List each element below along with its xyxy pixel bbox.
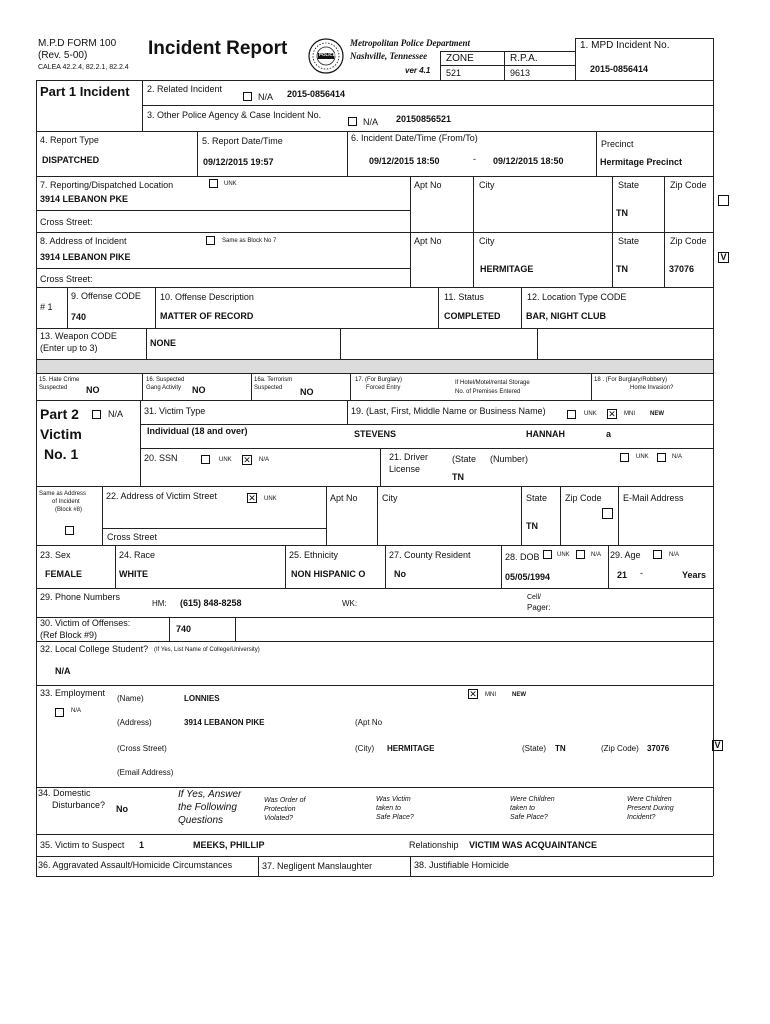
- cross-street-label-2: Cross Street:: [40, 274, 93, 284]
- other-na-checkbox[interactable]: [348, 117, 357, 126]
- college-hint: (If Yes, List Name of College/University): [154, 647, 260, 653]
- name-unk-checkbox[interactable]: [567, 410, 576, 419]
- order-violated-label-3: Violated?: [264, 815, 294, 822]
- cell-label: Cell/: [527, 594, 542, 601]
- other-na-label: N/A: [363, 117, 379, 127]
- dob-value: 05/05/1994: [505, 572, 551, 582]
- city-label-2: City: [479, 236, 495, 246]
- incident-city-value: HERMITAGE: [480, 264, 534, 274]
- victim-apt-label: Apt No: [330, 493, 358, 503]
- sex-label: 23. Sex: [40, 550, 71, 560]
- name-mni-label: MNI: [624, 411, 635, 417]
- dl-number-label: (Number): [490, 454, 529, 464]
- offense-description-value: MATTER OF RECORD: [160, 311, 254, 321]
- same-as-block7-checkbox[interactable]: [206, 236, 215, 245]
- age-na-label: N/A: [669, 552, 680, 558]
- apt-no-label: Apt No: [414, 180, 442, 190]
- victim-label: Victim: [40, 426, 82, 442]
- gang-activity-value: NO: [192, 385, 206, 395]
- victim-zip-label: Zip Code: [565, 493, 602, 503]
- name-new-label: NEW: [650, 411, 664, 417]
- home-invasion-sublabel: Home Invasion?: [630, 385, 674, 391]
- children-present-label-2: Present During: [627, 805, 674, 812]
- state-label-2: State: [618, 236, 640, 246]
- domestic-label: 34. Domestic: [38, 788, 91, 798]
- location-type-label: 12. Location Type CODE: [527, 292, 627, 302]
- victim-first-name: HANNAH: [526, 429, 565, 439]
- victim-safe-label-3: Safe Place?: [376, 814, 414, 821]
- part1-label: Part 1 Incident: [40, 84, 130, 99]
- relationship-value: VICTIM WAS ACQUAINTANCE: [469, 840, 597, 850]
- order-violated-label-2: Protection: [264, 806, 296, 813]
- related-incident-label: 2. Related Incident: [147, 84, 223, 94]
- work-phone-label: WK:: [342, 599, 358, 608]
- driver-license-sublabel: License: [389, 464, 421, 474]
- incident-address-label: 8. Address of Incident: [40, 236, 127, 246]
- driver-license-label: 21. Driver: [389, 452, 429, 462]
- employer-name-value: LONNIES: [184, 694, 220, 703]
- zone-label: ZONE: [446, 53, 474, 64]
- offense-description-label: 10. Offense Description: [160, 292, 254, 302]
- domestic-note-2: the Following: [178, 802, 237, 813]
- employer-name-label: (Name): [117, 694, 144, 703]
- victim-safe-label: Was Victim: [376, 796, 411, 803]
- order-violated-label: Was Order of: [264, 797, 306, 804]
- employment-na-checkbox[interactable]: [55, 708, 64, 717]
- employer-mni-checkbox[interactable]: ✕: [469, 689, 477, 699]
- reporting-unk-checkbox[interactable]: [209, 179, 218, 188]
- part2-na-checkbox[interactable]: [92, 410, 101, 419]
- county-resident-value: No: [394, 569, 406, 579]
- form-version: ver 4.1: [405, 66, 431, 75]
- ethnicity-value: NON HISPANIC O: [291, 569, 366, 579]
- employer-email-label: (Email Address): [117, 768, 174, 777]
- children-safe-label-3: Safe Place?: [510, 814, 548, 821]
- victim-type-label: 31. Victim Type: [144, 406, 206, 416]
- incident-to: 09/12/2015 18:50: [493, 156, 564, 166]
- hate-crime-label: 15. Hate Crime: [39, 377, 80, 383]
- employer-mni-label: MNI: [485, 692, 496, 698]
- incident-number: 2015-0856414: [590, 64, 649, 74]
- victim-zip-checkbox[interactable]: [602, 508, 613, 519]
- same-as-block7-label: Same as Block No 7: [222, 238, 277, 244]
- report-type-value: DISPATCHED: [42, 155, 100, 165]
- victim-address-label: 22. Address of Victim Street: [106, 491, 217, 501]
- employer-city-value: HERMITAGE: [387, 744, 435, 753]
- related-na-checkbox[interactable]: [243, 92, 252, 101]
- home-phone-value: (615) 848-8258: [180, 598, 242, 608]
- report-datetime-value: 09/12/2015 19:57: [203, 157, 274, 167]
- phone-label: 29. Phone Numbers: [40, 592, 121, 602]
- cross-street-label: Cross Street:: [40, 217, 93, 227]
- related-na-label: N/A: [258, 92, 274, 102]
- domestic-value: No: [116, 804, 128, 814]
- reporting-location-value: 3914 LEBANON PKE: [40, 194, 129, 204]
- zone-value: 521: [446, 68, 462, 78]
- employer-apt-label: (Apt No: [355, 718, 383, 727]
- dob-unk-label: UNK: [557, 552, 570, 558]
- domestic-sublabel: Disturbance?: [52, 800, 106, 810]
- employment-na-label: N/A: [71, 708, 82, 714]
- aggravated-assault-label: 36. Aggravated Assault/Homicide Circumstances: [38, 860, 233, 870]
- name-mni-checkbox[interactable]: ✕: [608, 409, 616, 419]
- same-address-sublabel: of Incident: [52, 499, 80, 505]
- name-unk-label: UNK: [584, 411, 597, 417]
- incident-state-value: TN: [616, 264, 628, 274]
- ethnicity-label: 25. Ethnicity: [289, 550, 339, 560]
- precinct-label: Precinct: [601, 139, 634, 149]
- victim-state-label: State: [526, 493, 548, 503]
- premises-sublabel: No. of Premises Entered: [455, 389, 521, 395]
- part2-na-label: N/A: [108, 409, 124, 419]
- dl-na-label: N/A: [672, 454, 683, 460]
- seal-label: POLICE: [319, 52, 336, 57]
- victim-email-label: E-Mail Address: [623, 493, 684, 503]
- victim-middle-name: a: [606, 429, 612, 439]
- other-agency-label: 3. Other Police Agency & Case Incident No.: [147, 110, 322, 120]
- offense-code-label: 9. Offense CODE: [71, 291, 141, 301]
- ssn-label: 20. SSN: [144, 453, 178, 463]
- age-value: 21: [617, 570, 628, 580]
- children-safe-label: Were Children: [510, 796, 555, 803]
- dob-na-checkbox[interactable]: [576, 550, 585, 559]
- children-present-label-3: Incident?: [627, 814, 656, 821]
- dl-na-checkbox[interactable]: [657, 453, 666, 462]
- incident-datetime-label: 6. Incident Date/Time (From/To): [351, 133, 478, 143]
- forced-entry-label: 17. (For Burglary): [355, 377, 403, 383]
- ssn-na-checkbox[interactable]: ✕: [243, 455, 251, 465]
- zip-label: Zip Code: [670, 180, 707, 190]
- employer-address-value: 3914 LEBANON PIKE: [184, 718, 265, 727]
- gang-activity-label: 16. Suspected: [146, 377, 185, 383]
- sex-value: FEMALE: [45, 569, 82, 579]
- victim-to-suspect-label: 35. Victim to Suspect: [40, 840, 125, 850]
- zip-label-2: Zip Code: [670, 236, 707, 246]
- premises-label: If Hotel/Motel/rental Storage: [455, 380, 530, 386]
- children-present-label: Were Children: [627, 796, 672, 803]
- offense-code-value: 740: [71, 312, 87, 322]
- offense-number: # 1: [40, 302, 53, 312]
- zip-checkbox-1[interactable]: [718, 195, 729, 206]
- employer-state-value: TN: [555, 744, 566, 753]
- victim-address-unk-checkbox[interactable]: ✕: [248, 493, 256, 503]
- incident-zip-value: 37076: [669, 264, 695, 274]
- status-label: 11. Status: [444, 292, 484, 302]
- same-address-checkbox[interactable]: [65, 526, 74, 535]
- ssn-unk-label: UNK: [219, 457, 232, 463]
- report-datetime-label: 5. Report Date/Time: [202, 136, 283, 146]
- children-safe-label-2: taken to: [510, 805, 535, 812]
- rpa-value: 9613: [510, 68, 531, 78]
- ssn-na-label: N/A: [259, 457, 270, 463]
- dl-state-value: TN: [452, 472, 464, 482]
- victim-to-suspect-number: 1: [139, 840, 145, 850]
- employment-label: 33. Employment: [40, 688, 106, 698]
- employer-city-label: (City): [355, 744, 375, 753]
- domestic-note-1: If Yes, Answer: [178, 789, 242, 800]
- victim-type-value: Individual (18 and over): [147, 426, 248, 436]
- victim-safe-label-2: taken to: [376, 805, 401, 812]
- victim-cross-street-label: Cross Street: [107, 532, 158, 542]
- employer-state-label: (State): [522, 744, 547, 753]
- age-unit: Years: [682, 570, 707, 580]
- victim-name-label: 19. (Last, First, Middle Name or Business Name): [351, 406, 546, 416]
- dl-unk-checkbox[interactable]: [620, 453, 629, 462]
- terrorism-value: NO: [300, 387, 314, 397]
- suspect-name: MEEKS, PHILLIP: [193, 840, 265, 850]
- forced-entry-sublabel: Forced Entry: [366, 385, 401, 391]
- reporting-unk-label: UNK: [224, 181, 237, 187]
- race-label: 24. Race: [119, 550, 156, 560]
- victim-offenses-label: 30. Victim of Offenses:: [40, 618, 131, 628]
- victim-city-label: City: [382, 493, 398, 503]
- section-separator: [37, 360, 713, 373]
- weapon-code-value: NONE: [150, 338, 177, 348]
- pager-label: Pager:: [527, 603, 551, 612]
- precinct-value: Hermitage Precinct: [600, 157, 683, 167]
- employer-address-label: (Address): [117, 718, 152, 727]
- form-revision: (Rev. 5-00): [38, 50, 88, 61]
- calea-reference: CALEA 42.2.4, 82.2.1, 82.2.4: [38, 64, 129, 71]
- college-value: N/A: [55, 666, 71, 676]
- reporting-location-label: 7. Reporting/Dispatched Location: [40, 180, 174, 190]
- victim-last-name: STEVENS: [354, 429, 397, 439]
- race-value: WHITE: [119, 569, 148, 579]
- report-type-label: 4. Report Type: [40, 135, 99, 145]
- victim-offenses-value: 740: [176, 624, 192, 634]
- dl-state-label: (State: [452, 454, 477, 464]
- related-incident-value: 2015-0856414: [287, 89, 346, 99]
- employer-cross-street-label: (Cross Street): [117, 744, 167, 753]
- same-address-block: (Block #8): [55, 507, 83, 513]
- weapon-code-label: 13. Weapon CODE: [40, 331, 117, 341]
- home-invasion-label: 18 . (For Burglary/Robbery): [594, 377, 668, 383]
- department-name: Metropolitan Police Department: [350, 38, 470, 48]
- victim-address-unk-label: UNK: [264, 496, 277, 502]
- incident-number-label: 1. MPD Incident No.: [580, 40, 670, 51]
- dob-unk-checkbox[interactable]: [543, 550, 552, 559]
- age-dash: -: [640, 568, 643, 578]
- age-label: 29. Age: [610, 550, 641, 560]
- same-address-label: Same as Address: [39, 491, 87, 497]
- incident-address-value: 3914 LEBANON PIKE: [40, 252, 131, 262]
- employer-zip-verified-box[interactable]: V: [712, 740, 723, 751]
- city-label: City: [479, 180, 495, 190]
- age-na-checkbox[interactable]: [653, 550, 662, 559]
- negligent-manslaughter-label: 37. Negligent Manslaughter: [262, 861, 373, 871]
- gang-activity-sublabel: Gang Activity: [146, 385, 182, 391]
- page-title: Incident Report: [148, 38, 288, 59]
- victim-offenses-sublabel: (Ref Block #9): [40, 630, 98, 640]
- dob-label: 28. DOB: [505, 552, 540, 562]
- justifiable-homicide-label: 38. Justifiable Homicide: [414, 860, 510, 870]
- zip-verified-box[interactable]: V: [718, 252, 729, 263]
- location-type-value: BAR, NIGHT CLUB: [526, 311, 606, 321]
- dob-na-label: N/A: [591, 552, 602, 558]
- terrorism-sublabel: Suspected: [254, 385, 283, 391]
- terrorism-label: 16a. Terrorism: [254, 377, 293, 383]
- dl-unk-label: UNK: [636, 454, 649, 460]
- employer-zip-label: (Zip Code): [601, 744, 639, 753]
- home-phone-label: HM:: [152, 599, 167, 608]
- victim-state-value: TN: [526, 521, 538, 531]
- domestic-note-3: Questions: [178, 815, 224, 826]
- relationship-label: Relationship: [409, 840, 459, 850]
- police-seal-icon: [307, 37, 345, 75]
- employer-new-label: NEW: [512, 692, 526, 698]
- hate-crime-value: NO: [86, 385, 100, 395]
- form-number: M.P.D FORM 100: [38, 38, 117, 49]
- county-resident-label: 27. County Resident: [389, 550, 471, 560]
- part2-label: Part 2: [40, 406, 79, 422]
- rpa-label: R.P.A.: [510, 53, 538, 64]
- state-value-1: TN: [616, 208, 628, 218]
- weapon-code-sublabel: (Enter up to 3): [40, 343, 98, 353]
- college-label: 32. Local College Student?: [40, 644, 149, 654]
- department-city: Nashville, Tennessee: [350, 51, 428, 61]
- victim-number: No. 1: [44, 446, 79, 462]
- hate-crime-sublabel: Suspected: [39, 385, 68, 391]
- state-label: State: [618, 180, 640, 190]
- employer-zip-value: 37076: [647, 744, 670, 753]
- status-value: COMPLETED: [444, 311, 501, 321]
- apt-no-label-2: Apt No: [414, 236, 442, 246]
- ssn-unk-checkbox[interactable]: [201, 455, 210, 464]
- incident-dash: -: [473, 154, 476, 164]
- other-agency-value: 20150856521: [396, 114, 452, 124]
- incident-from: 09/12/2015 18:50: [369, 156, 440, 166]
